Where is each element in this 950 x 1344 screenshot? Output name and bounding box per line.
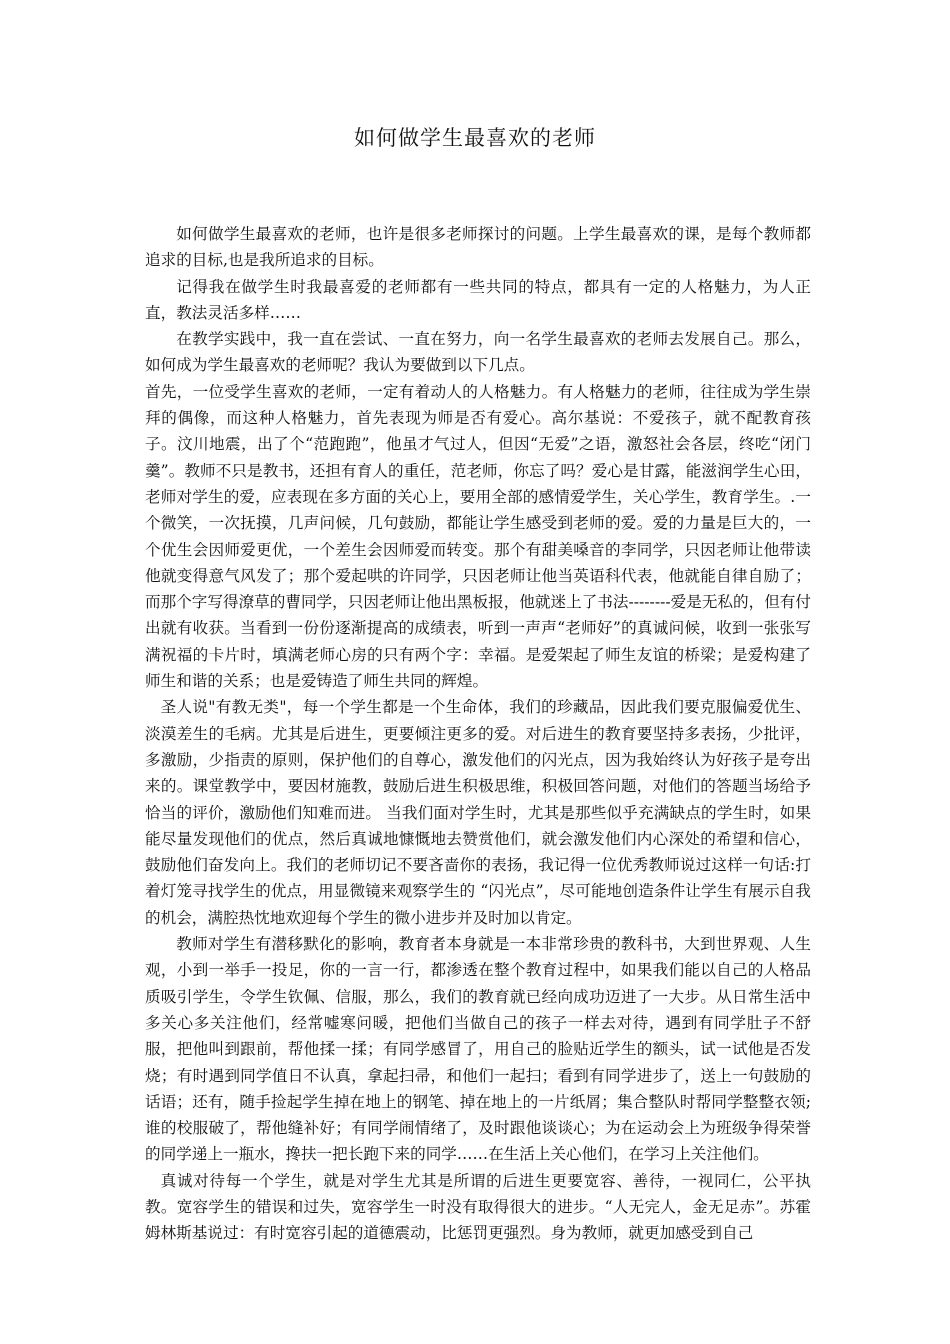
- paragraph-7: 真诚对待每一个学生，就是对学生尤其是所谓的后进生更要宽容、善待，一视同仁，公平执教。宽容学生的错误和过失，宽容学生一时没有取得很大的进步。“人无完人，金无足赤”。苏霍姆林斯基说过：有时宽容引起的道德震动，比惩罚更强烈。身为教师，就更加感受到自己: [145, 1171, 811, 1243]
- paragraph-2: 记得我在做学生时我最喜爱的老师都有一些共同的特点，都具有一定的人格魅力，为人正直，教法灵活多样……: [145, 277, 811, 322]
- paragraph-3: 在教学实践中，我一直在尝试、一直在努力，向一名学生最喜欢的老师去发展自己。那么，如何成为学生最喜欢的老师呢？我认为要做到以下几点。: [145, 330, 811, 375]
- document-body: [145, 221, 811, 1247]
- paragraph-6: 教师对学生有潜移默化的影响，教育者本身就是一本非常珍贵的教科书，大到世界观、人生观，小到一举手一投足，你的一言一行，都渗透在整个教育过程中，如果我们能以自己的人格品质吸引学生，令学生钦佩、信服，那么，我们的教育就已经向成功迈进了一大步。从日常生活中多关心多关注他们，经常嘘寒问暖，把他们当做自己的孩子一样去对待，遇到有同学肚子不舒服，把他叫到跟前，帮他揉一揉；有同学感冒了，用自己的脸贴近学生的额头，试一试他是否发烧；有时遇到同学值日不认真，拿起扫帚，和他们一起扫；看到有同学进步了，送上一句鼓励的话语；还有，随手捡起学生掉在地上的钢笔、掉在地上的一片纸屑；集合整队时帮同学整整衣领;谁的校服破了，帮他缝补好；有同学闹情绪了，及时跟他谈谈心；为在运动会上为班级争得荣誉的同学递上一瓶水，搀扶一把长跑下来的同学……在生活上关心他们，在学习上关注他们。: [145, 935, 811, 1164]
- paragraph-5: 圣人说"有教无类"，每一个学生都是一个生命体，我们的珍藏品，因此我们要克服偏爱优生、淡漠差生的毛病。尤其是后进生，更要倾注更多的爱。对后进生的教育要坚持多表扬，少批评，多激励，少指责的原则，保护他们的自尊心，激发他们的闪光点，因为我始终认为好孩子是夸出来的。课堂教学中，要因材施教，鼓励后进生积极思维，积极回答问题，对他们的答题当场给予恰当的评价，激励他们知难而进。 当我们面对学生时，尤其是那些似乎充满缺点的学生时，如果能尽量发现他们的优点，然后真诚地慷慨地去赞赏他们，就会激发他们内心深处的希望和信心，鼓励他们奋发向上。我们的老师切记不要吝啬你的表扬，我记得一位优秀教师说过这样一句话:打着灯笼寻找学生的优点，用显微镜来观察学生的 “闪光点”，尽可能地创造条件让学生有展示自我的机会，满腔热忱地欢迎每个学生的微小进步并及时加以肯定。: [145, 698, 811, 927]
- document-title: 如何做学生最喜欢的老师: [354, 126, 596, 150]
- paragraph-4: 首先，一位受学生喜欢的老师，一定有着动人的人格魅力。有人格魅力的老师，往往成为学生崇拜的偶像，而这种人格魅力，首先表现为师是否有爱心。高尔基说：不爱孩子，就不配教育孩子。汶川地震，出了个“范跑跑”，他虽才气过人，但因“无爱”之语，激怒社会各层，终吃“闭门羹”。教师不只是教书，还担有育人的重任，范老师，你忘了吗？爱心是甘露，能滋润学生心田，老师对学生的爱，应表现在多方面的关心上，要用全部的感情爱学生，关心学生，教育学生。.一个微笑，一次抚摸，几声问候，几句鼓励，都能让学生感受到老师的爱。爱的力量是巨大的，一个优生会因师爱更优，一个差生会因师爱而转变。那个有甜美嗓音的李同学，只因老师让他带读他就变得意气风发了；那个爱起哄的许同学，只因老师让他当英语科代表，他就能自律自励了；而那个字写得潦草的曹同学，只因老师让他出黑板报，他就迷上了书法--------爱是无私的，但有付出就有收获。当看到一份份逐渐提高的成绩表，听到一声声“老师好”的真诚问候，收到一张张写满祝福的卡片时，填满老师心房的只有两个字：幸福。是爱架起了师生友谊的桥梁；是爱构建了师生和谐的关系；也是爱铸造了师生共同的辉煌。: [145, 382, 811, 691]
- paragraph-1: 如何做学生最喜欢的老师，也许是很多老师探讨的问题。上学生最喜欢的课，是每个教师都追求的目标,也是我所追求的目标。: [145, 225, 811, 270]
